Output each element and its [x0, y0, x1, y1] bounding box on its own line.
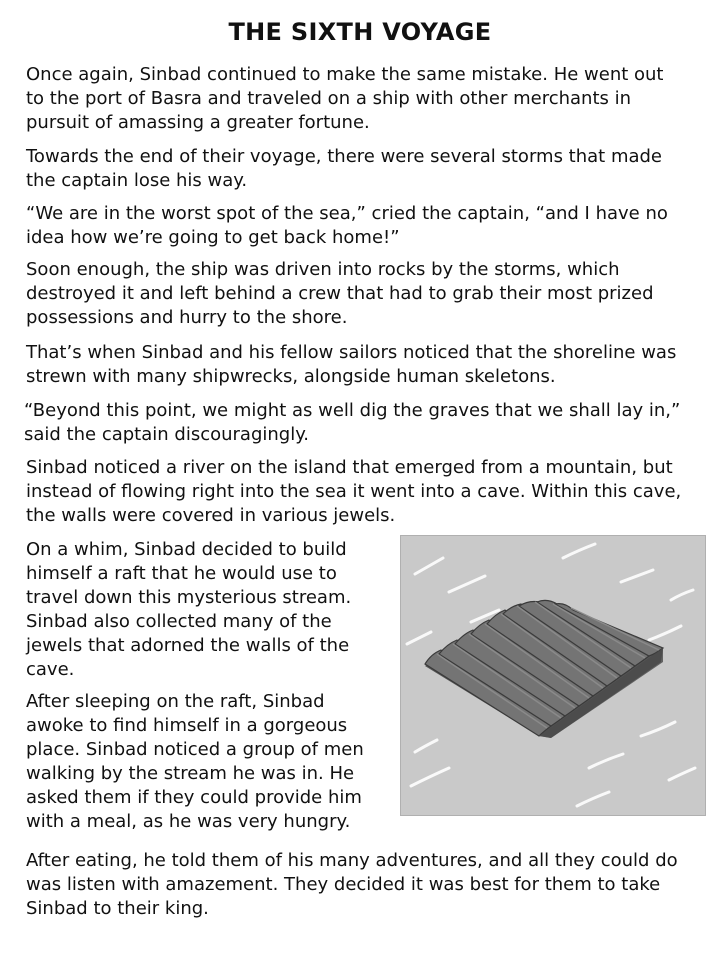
paragraph-7: Sinbad noticed a river on the island that emerged from a mountain, but instead of flowing right into the sea it went into a cave. Within this cave, the walls were covered in various jewels. [26, 457, 682, 526]
paragraph-1: Once again, Sinbad continued to make the same mistake. He went out to the port of Basra and traveled on a ship with other merchants in pursuit of amassing a greater fortune. [26, 64, 664, 133]
raft-icon [401, 536, 705, 815]
page-title: THE SIXTH VOYAGE [228, 18, 492, 46]
paragraph-3: “We are in the worst spot of the sea,” cried the captain, “and I have no idea how we’re going to get back home!” [26, 203, 668, 248]
paragraph-5: That’s when Sinbad and his fellow sailors noticed that the shoreline was strewn with many shipwrecks, alongside human skeletons. [26, 342, 677, 387]
paragraph-4: Soon enough, the ship was driven into rocks by the storms, which destroyed it and left behind a crew that had to grab their most prized possessions and hurry to the shore. [26, 259, 654, 328]
paragraph-6: “Beyond this point, we might as well dig the graves that we shall lay in,” said the captain discouragingly. [24, 400, 681, 445]
paragraph-8: On a whim, Sinbad decided to build himself a raft that he would use to travel down this mysterious stream. Sinbad also collected many of the jewels that adorned the walls of the cave. [26, 539, 352, 680]
raft-on-water-illustration [400, 535, 706, 816]
raft-logs [425, 600, 663, 738]
paragraph-10: After eating, he told them of his many adventures, and all they could do was listen with amazement. They decided it was best for them to take Sinbad to their king. [26, 850, 678, 919]
paragraph-9: After sleeping on the raft, Sinbad awoke to find himself in a gorgeous place. Sinbad noticed a group of men walking by the stream he was in. He asked them if they could provide him with a meal, as he was very hungry. [26, 691, 364, 832]
paragraph-2: Towards the end of their voyage, there were several storms that made the captain lose his way. [26, 146, 663, 191]
